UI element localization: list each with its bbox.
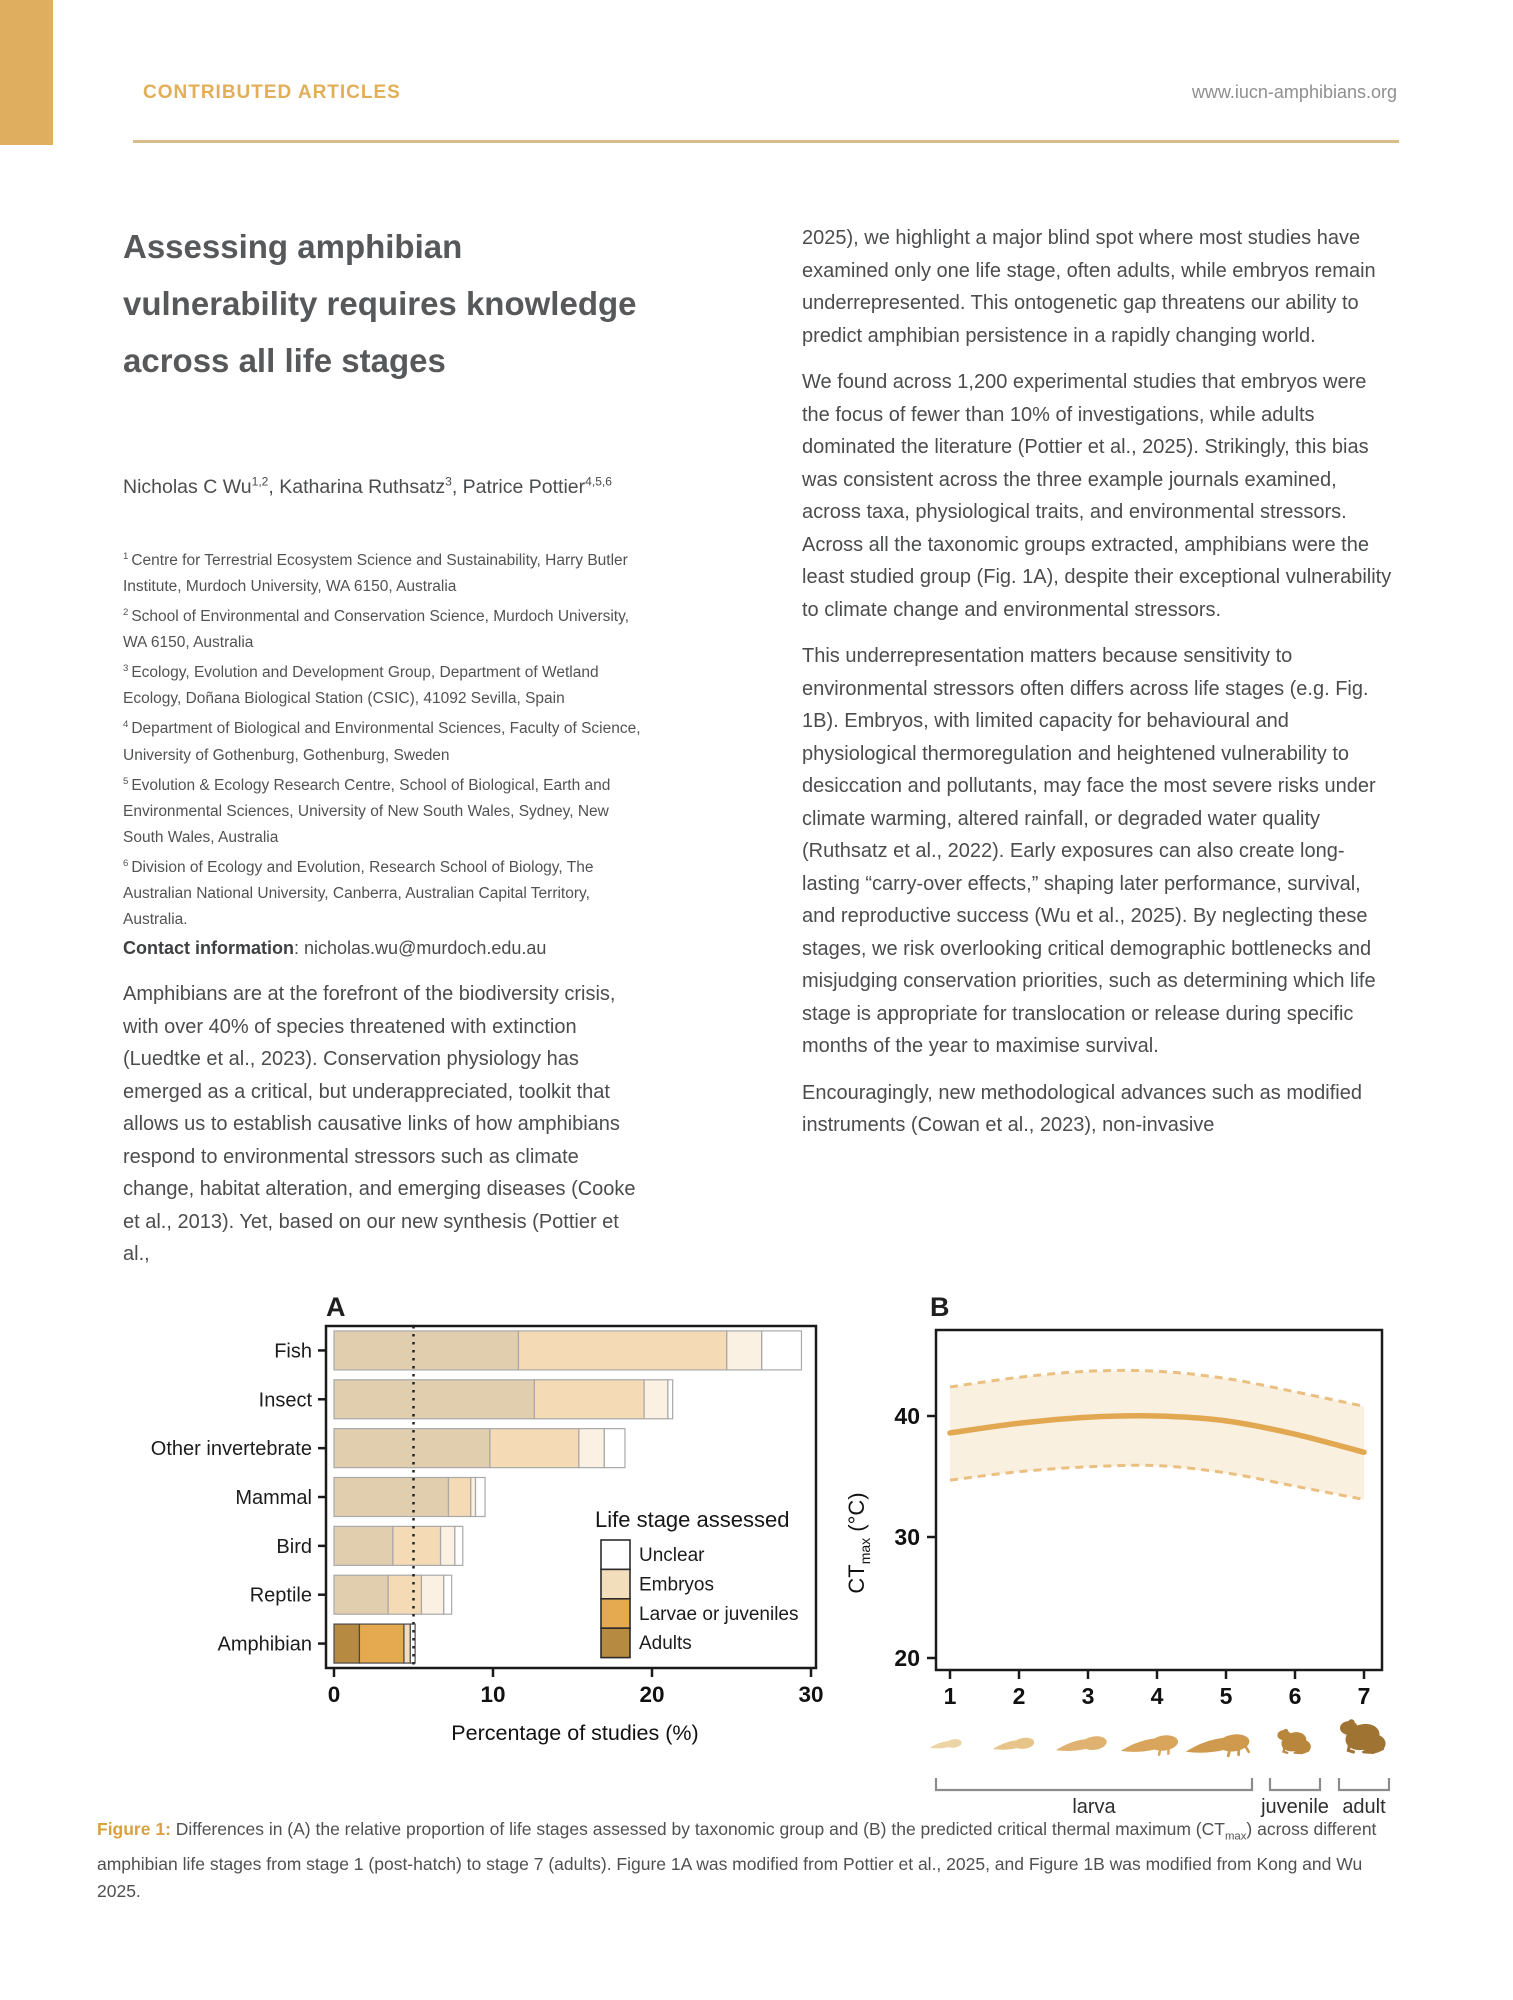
bracket-larva: [936, 1778, 1252, 1790]
paragraph-right: Encouragingly, new methodological advances such as modified instruments (Cowan et al., 2023), non-invasive: [802, 1081, 1362, 1136]
bar-segment: [727, 1331, 762, 1370]
affiliation-item: $^2$ School of Environmental and Conservation Science, Murdoch University, WA 6150, Australia: [123, 607, 630, 652]
contact-label: Contact information: [123, 938, 294, 958]
bar-segment: [421, 1575, 443, 1614]
frog-silhouette-stage-6: [1277, 1729, 1310, 1755]
section-kicker: CONTRIBUTED ARTICLES: [143, 82, 401, 103]
bar-segment: [334, 1429, 490, 1468]
affiliation-item: $^4$ Department of Biological and Environmental Sciences, Faculty of Science, University of Gothenburg, Gothenburg, Sweden: [123, 719, 641, 764]
author: , Patrice Pottier$^{4,5,6}$: [451, 474, 612, 498]
legend-swatch-unclear: [601, 1540, 630, 1569]
category-label: Fish: [274, 1340, 312, 1363]
bar-segment: [388, 1575, 421, 1614]
legend-label: Larvae or juveniles: [639, 1603, 799, 1625]
figure-panel-a-bar-chart: [90, 1292, 830, 1762]
bar-segment: [334, 1624, 359, 1663]
contact-email[interactable]: nicholas.wu@murdoch.edu.au: [304, 938, 547, 958]
y-axis-title: CTmax (°C): [844, 1492, 873, 1594]
bar-segment: [334, 1380, 534, 1419]
bar-segment: [476, 1478, 486, 1517]
paragraph-left: Amphibians are at the forefront of the biodiversity crisis, with over 40% of species threatened with extinction (Luedtke et al., 2023). Conservation physiology has emerged as a critical, but underappreciated, toolkit that allows us to establish causative links of how amphibians respond to environmental stressors such as climate change, habitat alteration, and emerging diseases (Cooke et al., 2013). Yet, based on our new synthesis (Pottier et al.,: [123, 983, 636, 1265]
paragraph-right: 2025), we highlight a major blind spot where most studies have examined only one life stage, often adults, while embryos remain underrepresented. This ontogenetic gap threatens our ability to predict amphibian persistence in a rapidly changing world.: [802, 227, 1376, 347]
legend: [595, 1507, 798, 1658]
stage-group-brackets: [936, 1778, 1389, 1818]
bracket-label-larva: larva: [1072, 1796, 1116, 1818]
legend-swatch-larvae-or-juveniles: [601, 1599, 630, 1628]
author-line: [123, 474, 683, 499]
frog-silhouette-stage-7: [1340, 1719, 1386, 1754]
affiliation-item: $^5$ Evolution & Ecology Research Centre, School of Biological, Earth and Environmental Sciences, University of New South Wales, Sydney, New South Wales, Australia: [123, 775, 611, 846]
x-axis-title: Percentage of studies (%): [451, 1721, 699, 1745]
bar-segment: [404, 1624, 410, 1663]
category-label: Reptile: [249, 1584, 312, 1607]
bracket-juvenile: [1270, 1778, 1320, 1790]
category-label: Bird: [276, 1535, 312, 1558]
bar-segment: [334, 1575, 388, 1614]
bar-segment: [668, 1380, 673, 1419]
site-url-link[interactable]: www.iucn-amphibians.org: [1191, 82, 1397, 102]
bracket-label-juvenile: juvenile: [1261, 1796, 1329, 1818]
x-tick-label: 10: [480, 1682, 506, 1707]
bar-segment: [334, 1478, 448, 1517]
bar-segment: [579, 1429, 604, 1468]
x-tick-label: 3: [1081, 1683, 1095, 1709]
tadpole-silhouette-stage-3: [1055, 1735, 1108, 1756]
bracket-label-adult: adult: [1342, 1796, 1386, 1818]
x-tick-label: 6: [1288, 1683, 1302, 1709]
bar-segment: [441, 1526, 455, 1565]
legend-label: Adults: [639, 1633, 692, 1655]
category-label: Insect: [258, 1389, 312, 1412]
paragraph-right: We found across 1,200 experimental studies that embryos were the focus of fewer than 10% of investigations, while adults dominated the literature (Pottier et al., 2025). Strikingly, this bias was consistent across the three example journals examined, across taxa, physiological traits, and environmental stressors. Across all the taxonomic groups extracted, amphibians were the least studied group (Fig. 1A), despite their exceptional vulnerability to climate change and environmental stressors.: [802, 371, 1392, 621]
ctmax-subscript: max: [1224, 1830, 1247, 1843]
panel-a-label: A: [326, 1292, 346, 1322]
figure-caption-label: Figure 1:: [97, 1819, 171, 1839]
bar-segment: [359, 1624, 404, 1663]
legend-swatch-embryos: [601, 1569, 630, 1598]
corner-accent-block: [0, 0, 53, 145]
life-stage-silhouettes: [929, 1719, 1385, 1762]
bar-segment: [334, 1526, 393, 1565]
paragraph-right: This underrepresentation matters because sensitivity to environmental stressors often differs across life stages (e.g. Fig. 1B). Embryos, with limited capacity for behavioural and physiological thermoregulation and heightened vulnerability to desiccation and pollutants, may face the most severe risks under climate warming, altered rainfall, or degraded water quality (Ruthsatz et al., 2022). Early exposures can also create long-lasting “carry-over effects,” shaping later performance, survival, and reproductive success (Wu et al., 2025). By neglecting these stages, we risk overlooking critical demographic bottlenecks and misjudging conservation priorities, such as determining which life stage is appropriate for translocation or release during specific months of the year to maximise survival.: [802, 645, 1376, 1057]
tadpole-silhouette-stage-4: [1119, 1734, 1179, 1761]
x-tick-label: 1: [943, 1683, 957, 1709]
bar-segment: [448, 1478, 470, 1517]
y-tick-label: 30: [894, 1524, 920, 1550]
bar-segment: [604, 1429, 625, 1468]
bar-segment: [410, 1624, 415, 1663]
figure-panel-b-line-chart: [830, 1292, 1450, 1827]
category-label: Mammal: [235, 1487, 312, 1509]
bar-segment: [471, 1478, 476, 1517]
y-tick-label: 40: [894, 1403, 920, 1429]
figure-caption: Figure 1: Differences in (A) the relative proportion of life stages assessed by taxonomic group and (B) the predicted critical thermal maximum $(CT_{max})$ across different amphibian life stages from stage 1 (post-hatch) to stage 7 (adults). Figure 1A was modified from Pottier et al., 2025, and Figure 1B was modified from Kong and Wu 2025.: [97, 1819, 1377, 1901]
x-tick-label: 20: [639, 1682, 665, 1707]
bar-segment: [455, 1526, 463, 1565]
tadpole-silhouette-stage-1: [929, 1738, 962, 1751]
bar-segment: [490, 1429, 579, 1468]
panel-b-label: B: [930, 1292, 950, 1322]
tadpole-silhouette-stage-5: [1184, 1732, 1251, 1762]
bar-segment: [393, 1526, 441, 1565]
affiliation-list: [123, 544, 641, 933]
legend-label: Embryos: [639, 1574, 714, 1596]
x-tick-label: 4: [1150, 1683, 1164, 1709]
contact-line: Contact information: nicholas.wu@murdoch.edu.au: [123, 938, 547, 958]
x-tick-label: 0: [327, 1682, 341, 1707]
tadpole-silhouette-stage-2: [992, 1736, 1035, 1753]
header-rule: [133, 140, 1399, 143]
article-title: Assessing amphibian vulnerability requires knowledge across all life stages: [123, 228, 637, 379]
bracket-adult: [1339, 1778, 1389, 1790]
category-label: Amphibian: [217, 1633, 312, 1656]
bar-segment: [644, 1380, 668, 1419]
legend-swatch-adults: [601, 1628, 630, 1657]
page-header: [143, 82, 1397, 104]
x-tick-label: 5: [1219, 1683, 1233, 1709]
author-superscript: 4,5,6: [585, 474, 612, 488]
author-superscript: 1,2: [251, 474, 269, 488]
x-tick-label: 2: [1012, 1683, 1026, 1709]
bar-segment: [334, 1331, 518, 1370]
legend-title: Life stage assessed: [595, 1507, 790, 1532]
affiliation-item: $^6$ Division of Ecology and Evolution, Research School of Biology, The Australian National University, Canberra, Australian Capital Territory, Australia.: [123, 857, 594, 928]
x-tick-label: 30: [798, 1682, 824, 1707]
x-tick-label: 7: [1357, 1683, 1371, 1709]
right-column: [802, 222, 1394, 1156]
author-superscript: 3: [445, 474, 452, 488]
bar-segment: [762, 1331, 802, 1370]
bar-segment: [534, 1380, 644, 1419]
author: Nicholas C Wu$^{1,2}$: [123, 474, 269, 498]
y-tick-label: 20: [894, 1645, 920, 1671]
affiliation-item: $^1$ Centre for Terrestrial Ecosystem Science and Sustainability, Harry Butler Institute, Murdoch University, WA 6150, Australia: [123, 551, 628, 596]
legend-label: Unclear: [639, 1545, 705, 1566]
author: , Katharina Ruthsatz$^3$: [268, 474, 452, 498]
category-label: Other invertebrate: [150, 1438, 312, 1461]
bar-segment: [518, 1331, 726, 1370]
bar-segment: [444, 1575, 452, 1614]
affiliation-item: $^3$ Ecology, Evolution and Development Group, Department of Wetland Ecology, Doñana Biological Station (CSIC), 41092 Sevilla, Spain: [123, 663, 599, 708]
